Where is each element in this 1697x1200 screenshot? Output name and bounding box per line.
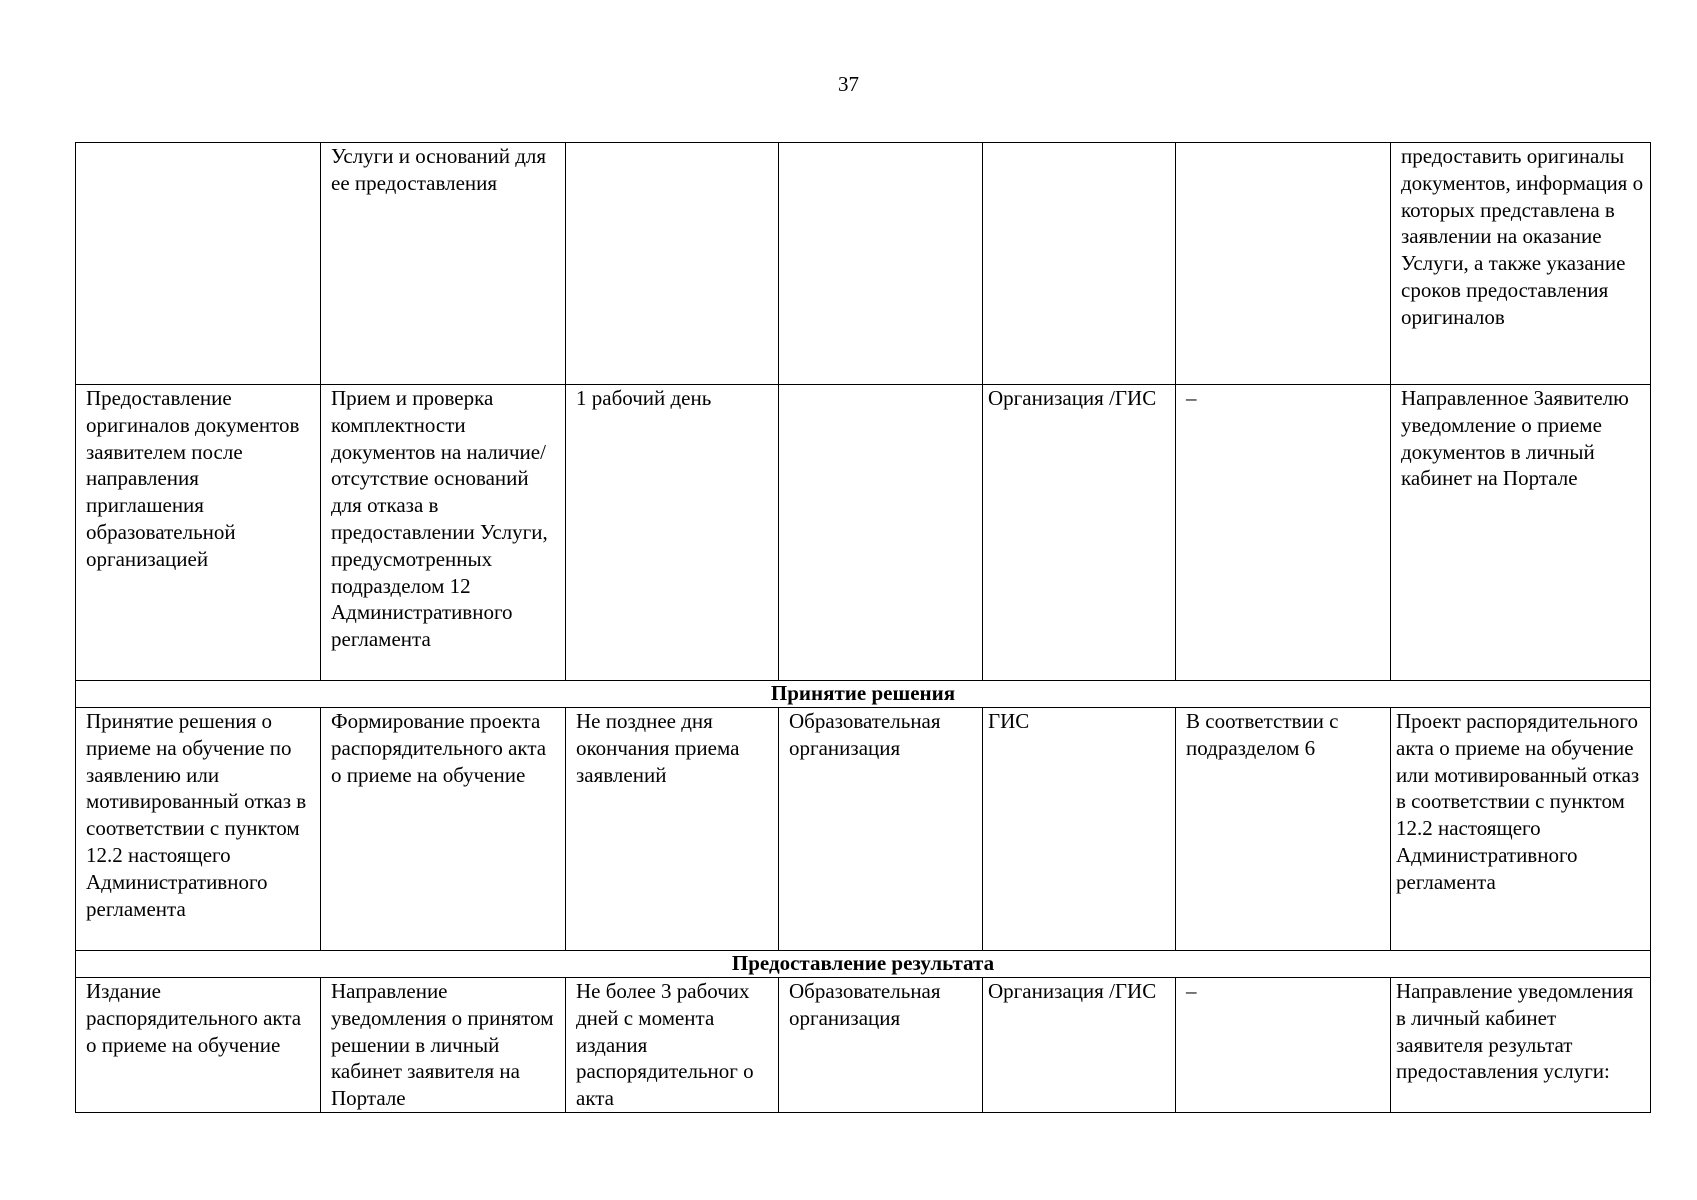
section-heading-row xyxy=(76,951,1651,978)
table-cell: предоставить оригиналы документов, информация о которых представлена в заявлении на оказание Услуги, а также указание сроков предоставления оригиналов xyxy=(1391,143,1651,385)
table-cell: Услуги и оснований для ее предоставления xyxy=(321,143,566,385)
page-number: 37 xyxy=(838,72,859,96)
table-cell xyxy=(779,385,983,681)
table-cell xyxy=(983,143,1176,385)
table-cell: В соответствии с подразделом 6 xyxy=(1176,708,1391,951)
table-cell: Не позднее дня окончания приема заявлений xyxy=(566,708,779,951)
table-cell: Формирование проекта распорядительного акта о приеме на обучение xyxy=(321,708,566,951)
table-row xyxy=(76,385,1651,681)
table-cell: Организация /ГИС xyxy=(983,385,1176,681)
table-cell: Направленное Заявителю уведомление о приеме документов в личный кабинет на Портале xyxy=(1391,385,1651,681)
section-heading: Предоставление результата xyxy=(76,951,1651,978)
table-cell: Направление уведомления в личный кабинет заявителя результат предоставления услуги: xyxy=(1391,978,1651,1113)
table-cell: ГИС xyxy=(983,708,1176,951)
table-cell: – xyxy=(1176,978,1391,1113)
section-heading: Принятие решения xyxy=(76,681,1651,708)
table-cell: Принятие решения о приеме на обучение по заявлению или мотивированный отказ в соответствии с пунктом 12.2 настоящего Административного регламента xyxy=(76,708,321,951)
table-cell: Направление уведомления о принятом решении в личный кабинет заявителя на Портале xyxy=(321,978,566,1113)
table-cell: 1 рабочий день xyxy=(566,385,779,681)
table-cell: Образовательная организация xyxy=(779,978,983,1113)
table-row xyxy=(76,978,1651,1113)
table-cell xyxy=(76,143,321,385)
table-cell xyxy=(566,143,779,385)
table-cell: Не более 3 рабочих дней с момента издания распорядительног о акта xyxy=(566,978,779,1113)
table-cell xyxy=(779,143,983,385)
table-row xyxy=(76,708,1651,951)
table-cell: Издание распорядительного акта о приеме на обучение xyxy=(76,978,321,1113)
table-cell: Проект распорядительного акта о приеме на обучение или мотивированный отказ в соответствии с пунктом 12.2 настоящего Административного регламента xyxy=(1391,708,1651,951)
section-heading-row xyxy=(76,681,1651,708)
table-cell: Образовательная организация xyxy=(779,708,983,951)
procedure-table xyxy=(75,142,1651,1113)
table-cell: Прием и проверка комплектности документов на наличие/отсутствие оснований для отказа в предоставлении Услуги, предусмотренных подразделом 12 Административного регламента xyxy=(321,385,566,681)
table-cell xyxy=(1176,143,1391,385)
table-cell: – xyxy=(1176,385,1391,681)
table-cell: Предоставление оригиналов документов заявителем после направления приглашения образовательной организацией xyxy=(76,385,321,681)
table-cell: Организация /ГИС xyxy=(983,978,1176,1113)
table-row xyxy=(76,143,1651,385)
